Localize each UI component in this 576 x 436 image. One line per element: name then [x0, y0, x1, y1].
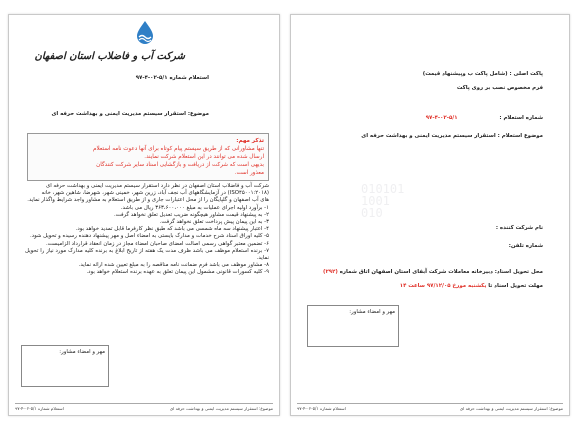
condition-item: ۱- برآورد اولیه اجرای عملیات به مبلغ ۳۶۳،۶۰۰،۰۰۰ ریال می باشد. [120, 204, 269, 211]
deadline-line [400, 283, 543, 290]
notice-title: تذکر مهم: [236, 138, 264, 144]
delivery-room: (۲۹۲) [323, 269, 338, 275]
important-notice-box [27, 133, 269, 181]
notice-line: معذور است. [234, 170, 264, 176]
notice-line: بدیهی است که شرکت از دریافت و بازگشایی اسناد سایر شرکت کنندگان [96, 162, 264, 168]
condition-item: ۷- برنده استعلام موظف می باشد ظرف مدت یک هفته از تاریخ ابلاغ به برنده کلیه مدارک مورد نیاز را تحویل نماید. [25, 247, 269, 262]
condition-item: ۲- به پیشنهاد قیمت مشاور هیچگونه ضریب تعدیل تعلق نخواهد گرفت. [113, 211, 269, 218]
condition-item: ۸- مشاور موظف می باشد فرم ضمانت نامه مناقصه را به مبلغ تعیین شده ارائه نماید. [78, 262, 269, 269]
footer-subject: موضوع: استقرار سیستم مدیریت ایمنی و بهداشت حرفه ای [459, 406, 563, 411]
condition-item: ۶- تضمین معتبر گواهی رسمی اصالت امضای صاحبان امضاء مجاز در زمان انعقاد قرارداد الزامیست. [45, 240, 269, 247]
form-note: فرم مخصوص نصب بر روی پاکت [456, 85, 543, 91]
tender-number-label: شماره استعلام : [499, 115, 543, 121]
deadline-label: مهلت تحویل اسناد تا [488, 283, 543, 289]
stamp-label: مهر و امضاء مشاور: [59, 349, 105, 355]
tender-number-label: استعلام شماره [169, 75, 209, 81]
tender-number-value: ۵/۱-۰۲-۴-۹۷ [425, 115, 458, 121]
deadline-date: مورخ ۹۷/۱۲/۰۵ ساعت ۱۴ [399, 283, 467, 289]
company-name-field: نام شرکت کننده : [495, 225, 543, 231]
intro-line: (ISO۴۵۰۰۱:۲۰۱۸) در آزمایشگاههای آب نجف آباد، زرین شهر، خمینی شهر، شهرضا، شاهین شهر، خانه [41, 190, 269, 197]
footer-subject: موضوع: استقرار سیستم مدیریت ایمنی و بهداشت حرفه ای [169, 406, 273, 411]
deadline-day: یکشنبه [468, 283, 487, 289]
tender-body-text [25, 183, 269, 277]
tender-number [426, 115, 543, 122]
delivery-location [323, 269, 543, 276]
condition-item: ۵- کلیه اوراق اسناد شرح خدمات و مدارک بایستی به امضاء اصل و مهر پیشنهاد دهنده رسیده و تحویل شود. [29, 233, 269, 240]
water-company-logo-icon [130, 19, 160, 45]
watermark-digits: 010101 1001 010 [361, 182, 405, 220]
condition-item: ۹- کلیه کسورات قانونی مشمول این پیمان تعلق به عهده برنده استعلام خواهد بود. [86, 269, 269, 276]
left-document-page [8, 14, 280, 416]
subject-line: موضوع: استقرار سیستم مدیریت ایمنی و بهداشت حرفه ای [51, 111, 209, 117]
company-header [34, 19, 185, 62]
notice-line: ارسال شده می توانند در این استعلام شرکت نمایند. [144, 154, 264, 160]
condition-item: ۳- به این پیمان پیش پرداخت تعلق نخواهد گرفت. [159, 219, 269, 226]
footer-tender-number: استعلام شماره ۵/۱-۰۲-۴-۹۷ [297, 406, 346, 411]
notice-line: تنها مشاورانی که از طریق سیستم پیام کوتاه برای آنها دعوت نامه استعلام [93, 146, 264, 152]
subject-line: موضوع استعلام : استقرار سیستم مدیریت ایمنی و بهداشت حرفه ای [361, 133, 543, 139]
right-document-page [290, 14, 570, 416]
tender-number-value: ۵/۱-۰۲-۴-۹۷ [135, 75, 168, 81]
consultant-stamp-box [307, 305, 399, 347]
delivery-label: محل تحویل اسناد: دبیرخانه معاملات شرکت آبفای استان اصفهان اتاق شماره [339, 269, 543, 275]
intro-line: های آب اصفهان و گلپایگان را از محل اعتبارات جاری و از طریق استعلام به مشاور واجد شرایط واگذار نماید. [27, 197, 269, 204]
page-footer [297, 403, 563, 411]
company-name: شرکت آب و فاضلاب استان اصفهان [34, 51, 185, 62]
page-footer [15, 403, 273, 411]
tender-number [136, 75, 209, 82]
footer-tender-number: استعلام شماره ۵/۱-۰۲-۴-۹۷ [15, 406, 64, 411]
phone-field: شماره تلفن: [508, 243, 543, 249]
envelope-label: پاکت اصلی : (شامل پاکت ب وپیشنهاد قیمت) [422, 71, 543, 77]
condition-item: ۴- اعتبار پیشنهاد سه ماه شمسی می باشد که طبق نظر کارفرما قابل تمدید خواهد بود. [75, 226, 269, 233]
consultant-stamp-box [21, 345, 109, 387]
intro-line: شرکت آب و فاضلاب استان اصفهان در نظر دارد استقرار سیستم مدیریت ایمنی و بهداشت حرفه ای [45, 183, 269, 189]
stamp-label: مهر و امضاء مشاور: [349, 309, 395, 315]
